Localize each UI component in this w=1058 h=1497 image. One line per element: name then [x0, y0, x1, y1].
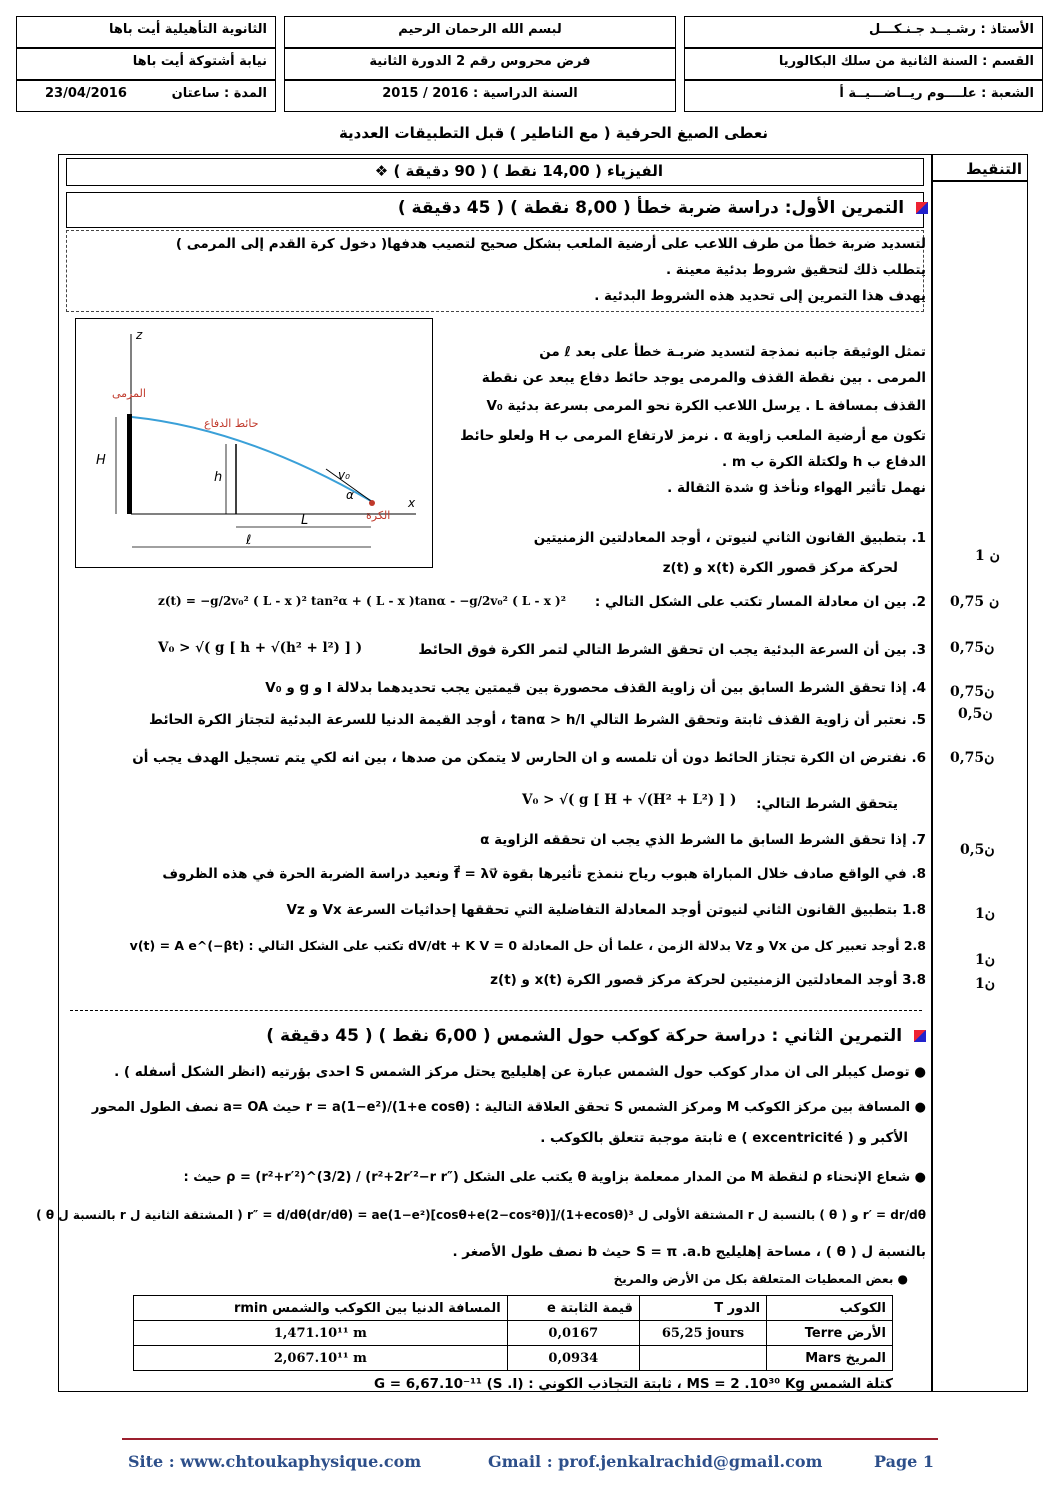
q1-line2: لحركة مركز قصور الكرة x(t) و z(t) — [662, 560, 898, 576]
table-cell: 2,067.10¹¹ m — [134, 1346, 508, 1371]
footer-gmail[interactable]: Gmail : prof.jenkalrachid@gmail.com — [488, 1452, 823, 1471]
footer-site[interactable]: Site : www.chtoukaphysique.com — [128, 1452, 422, 1471]
header-teacher: الأستاذ : رشـيــد جـنـكـــل — [684, 16, 1043, 48]
intro-note: نعطى الصيغ الحرفية ( مع الناطير ) قبل التطبيقات العددية — [338, 124, 768, 142]
q6-points: 0,75ن — [950, 750, 995, 766]
q7-points: 0,5ن — [960, 842, 995, 858]
q6-line2: يتحقق الشرط التالي: — [756, 796, 898, 812]
grading-divider — [931, 154, 933, 1392]
ex1-intro-line-2: يتطلب ذلك لتحقيق شروط بدئية معينة . — [665, 262, 926, 278]
header-class: القسم : السنة الثانية من سلك البكالوريا — [684, 48, 1043, 80]
q5: 5. نعتبر أن زاوية القذف ثابتة وتحقق الشرط التالي tanα > h/l ، أوجد القيمة الدنيا للسرعة البدئية لتجتاز الكرة الحائط — [148, 712, 926, 728]
q2-points: 0,75 ن — [950, 594, 1000, 610]
q2: 2. بين ان معادلة المسار تكتب على الشكل التالي : — [594, 594, 926, 610]
q7: 7. إذا تحقق الشرط السابق ما الشرط الذي يجب ان تحققه الزاوية α — [480, 832, 926, 848]
sun-constants: كتلة الشمس MS = 2 .10³⁰ Kg ، ثابتة التجاذب الكوني : G = 6,67.10⁻¹¹ (S .I) — [373, 1376, 893, 1392]
ball-icon — [369, 500, 375, 506]
trajectory-diagram — [76, 319, 431, 566]
header-date: 23/04/2016 — [45, 86, 127, 101]
goal-post — [127, 414, 132, 514]
q1: 1. بتطبيق القانون الثاني لنيوتن ، أوجد المعادلتين الزمنيتين — [533, 530, 926, 546]
q1-points: 1 ن — [975, 548, 1000, 564]
label-ball: الكرة — [366, 509, 391, 522]
ex2-bullet-3: ● شعاع الإنحناء ρ لنقطة M من المدار ممعلمة بزاوية θ يكتب على الشكل ρ = (r²+r′²)^(3/2) / (r²+2r′²−r r″) حيث : — [183, 1170, 926, 1185]
table-row — [134, 1321, 893, 1346]
table-cell: 0,0167 — [507, 1321, 639, 1346]
table-row — [134, 1346, 893, 1371]
exercise-separator — [70, 1010, 922, 1011]
table-cell: الأرض Terre — [767, 1321, 893, 1346]
ex2-bullet-1: ● توصل كيبلر الى ان مدار كوكب حول الشمس عبارة عن إهليليج يحتل مركز الشمس S احدى بؤرتيه (انظر الشكل أسفله ) . — [114, 1064, 926, 1080]
header-duration-date — [16, 80, 276, 112]
header-duration: المدة : ساعتان — [171, 86, 267, 101]
grading-header-line — [931, 180, 1028, 182]
ex1-desc-5: الدفاع ب h ولكتلة الكرة ب m . — [722, 454, 926, 470]
q8-2: 2.8 أوجد تعبير كل من Vx و Vz بدلالة الزمن ، علما أن حل المعادلة dV/dt + K V = 0 تكتب على الشكل التالي : v(t) = A e^(−βt) — [129, 938, 926, 953]
label-H: H — [96, 453, 106, 468]
ex1-desc-4: تكون مع أرضية الملعب زاوية α . نرمز لارتفاع المرمى ب H ولعلو حائط — [460, 428, 926, 444]
grading-label: التنقيط — [965, 160, 1022, 178]
physics-title: الفيزياء ( 14,00 نقط ) ( 90 دقيقة ) ❖ — [374, 162, 663, 180]
label-goal: المرمى — [112, 387, 146, 400]
header-branch: الشعبة : علــــوم ريــاضـــيــة أ — [684, 80, 1043, 112]
label-z: z — [136, 328, 143, 342]
ex2-bullet-2-cont: الأكبر و e ( excentricité ) ثابتة موجبة تتعلق بالكوكب . — [540, 1130, 908, 1146]
ex1-desc-1: تمثل الوثيقة جانبه نمذجة لتسديد ضربـة خطأ على بعد ℓ من — [539, 344, 926, 360]
footer-page: Page 1 — [874, 1452, 935, 1471]
q2-equation: z(t) = −g/2v₀² ( L - x )² tan²α + ( L - x )tanα - −g/2v₀² ( L - x )² — [158, 594, 566, 608]
label-L: L — [301, 513, 309, 528]
q5-points: 0,5ن — [958, 706, 993, 722]
label-x: x — [408, 496, 416, 510]
q8-2-points: 1ن — [975, 952, 996, 968]
ex1-desc-2: المرمى . بين نقطة القذف والمرمى يوجد حائط دفاع يبعد عن نقطة — [481, 370, 926, 386]
footer-line — [122, 1438, 938, 1440]
ex1-desc-6: نهمل تأثير الهواء ونأخذ g شدة الثقالة . — [667, 480, 926, 496]
table-cell: 65,25 jours — [639, 1321, 766, 1346]
q8: 8. في الواقع صادف خلال المباراة هبوب رياح ننمذج تأثيرها بقوة f⃗ = λv⃗ ونعيد دراسة الضربة الحرة في هذه الظروف — [162, 866, 926, 882]
q8-3-points: 1ن — [975, 976, 996, 992]
q8-1: 1.8 بتطبيق القانون الثاني لنيوتن أوجد المعادلة التفاضلية التي تحققها إحداثيات السرعة Vx و Vz — [286, 902, 926, 918]
header-basmala: لبسم الله الرحمان الرحيم — [284, 16, 676, 48]
q6-equation: V₀ > √( g [ H + √(H² + L²) ] ) — [522, 792, 737, 808]
table-header-e: قيمة الثابتة e — [507, 1296, 639, 1321]
q4-points: 0,75ن — [950, 684, 995, 700]
table-header-rmin: المسافة الدنيا بين الكوكب والشمس rmin — [134, 1296, 508, 1321]
table-cell: 1,471.10¹¹ m — [134, 1321, 508, 1346]
header-delegation: نيابة أشتوكة أيت باها — [16, 48, 276, 80]
ex2-area: بالنسبة ل ( θ ) ، مساحة إهليليج S = π .a.b حيث b نصف طول الأصغر . — [452, 1244, 926, 1260]
planet-data-table — [133, 1295, 893, 1371]
label-alpha: α — [346, 488, 354, 502]
bullet-square-icon — [914, 1030, 926, 1042]
ex2-derivatives: r′ = dr/dθ و ( θ ) بالنسبة ل r المشتقة الأولى ل r″ = d/dθ(dr/dθ) = ae(1−e²)[cosθ+e(2−cos²θ)]/(1+ecosθ)³ ( المشتقة الثانية ل r بالنسبة ل θ ) — [36, 1208, 926, 1222]
ex1-figure — [75, 318, 433, 568]
ex1-intro-line-3: يهدف هذا التمرين إلى تحديد هذه الشروط البدئية . — [594, 288, 926, 304]
q3-points: 0,75ن — [950, 640, 995, 656]
header-table — [16, 16, 1043, 112]
label-v0: v₀ — [338, 468, 350, 482]
table-header-planet: الكوكب — [767, 1296, 893, 1321]
bullet-square-icon — [916, 202, 928, 214]
ex2-bullet-2: ● المسافة بين مركز الكوكب M ومركز الشمس S تحقق العلاقة التالية : r = a(1−e²)/(1+e cosθ) حيث a= OA نصف الطول المحور — [91, 1100, 926, 1115]
ex1-title: التمرين الأول: دراسة ضربة خطأ ( 8,00 نقطة ) ( 45 دقيقة ) — [398, 198, 928, 218]
table-cell: 0,0934 — [507, 1346, 639, 1371]
table-cell: المريخ Mars — [767, 1346, 893, 1371]
label-l: ℓ — [246, 533, 252, 548]
q8-3: 3.8 أوجد المعادلتين الزمنيتين لحركة مركز قصور الكرة x(t) و z(t) — [490, 972, 926, 988]
ex2-data-intro: ● بعض المعطيات المتعلقة بكل من الأرض والمريخ — [613, 1272, 908, 1286]
ex1-intro-line-1: لتسديد ضربة خطأ من طرف اللاعب على أرضية الملعب بشكل صحيح لتصيب هدفها( دخول كرة القدم إلى المرمى ) — [175, 236, 926, 252]
q3-equation: V₀ > √( g [ h + √(h² + l²) ] ) — [158, 640, 363, 656]
ex2-title: التمرين الثاني : دراسة حركة كوكب حول الشمس ( 6,00 نقط ) ( 45 دقيقة ) — [266, 1026, 926, 1046]
table-header-period: الدور T — [639, 1296, 766, 1321]
q6: 6. نفترض ان الكرة تجتاز الحائط دون أن تلمسه و ان الحارس لا يتمكن من صدها ، بين انه لكي يتم تسجيل الهدف يجب أن — [132, 750, 926, 766]
ex1-desc-3: القذف بمسافة L . يرسل اللاعب الكرة نحو المرمى بسرعة بدئية V₀ — [486, 398, 926, 414]
q8-1-points: 1ن — [975, 906, 996, 922]
q4: 4. إذا تحقق الشرط السابق بين أن زاوية القذف محصورة بين قيمتين يجب تحديدهما بدلالة l و g و V₀ — [265, 680, 926, 696]
table-cell — [639, 1346, 766, 1371]
header-year: السنة الدراسية : 2016 / 2015 — [284, 80, 676, 112]
label-wall: حائط الدفاع — [204, 417, 259, 430]
q3: 3. بين أن السرعة البدئية يجب ان تحقق الشرط التالي لتمر الكرة فوق الحائط — [418, 642, 926, 658]
label-h: h — [214, 470, 223, 485]
header-school: الثانوية التأهيلية أيت باها — [16, 16, 276, 48]
header-exam: فرض محروس رقم 2 الدورة الثانية — [284, 48, 676, 80]
